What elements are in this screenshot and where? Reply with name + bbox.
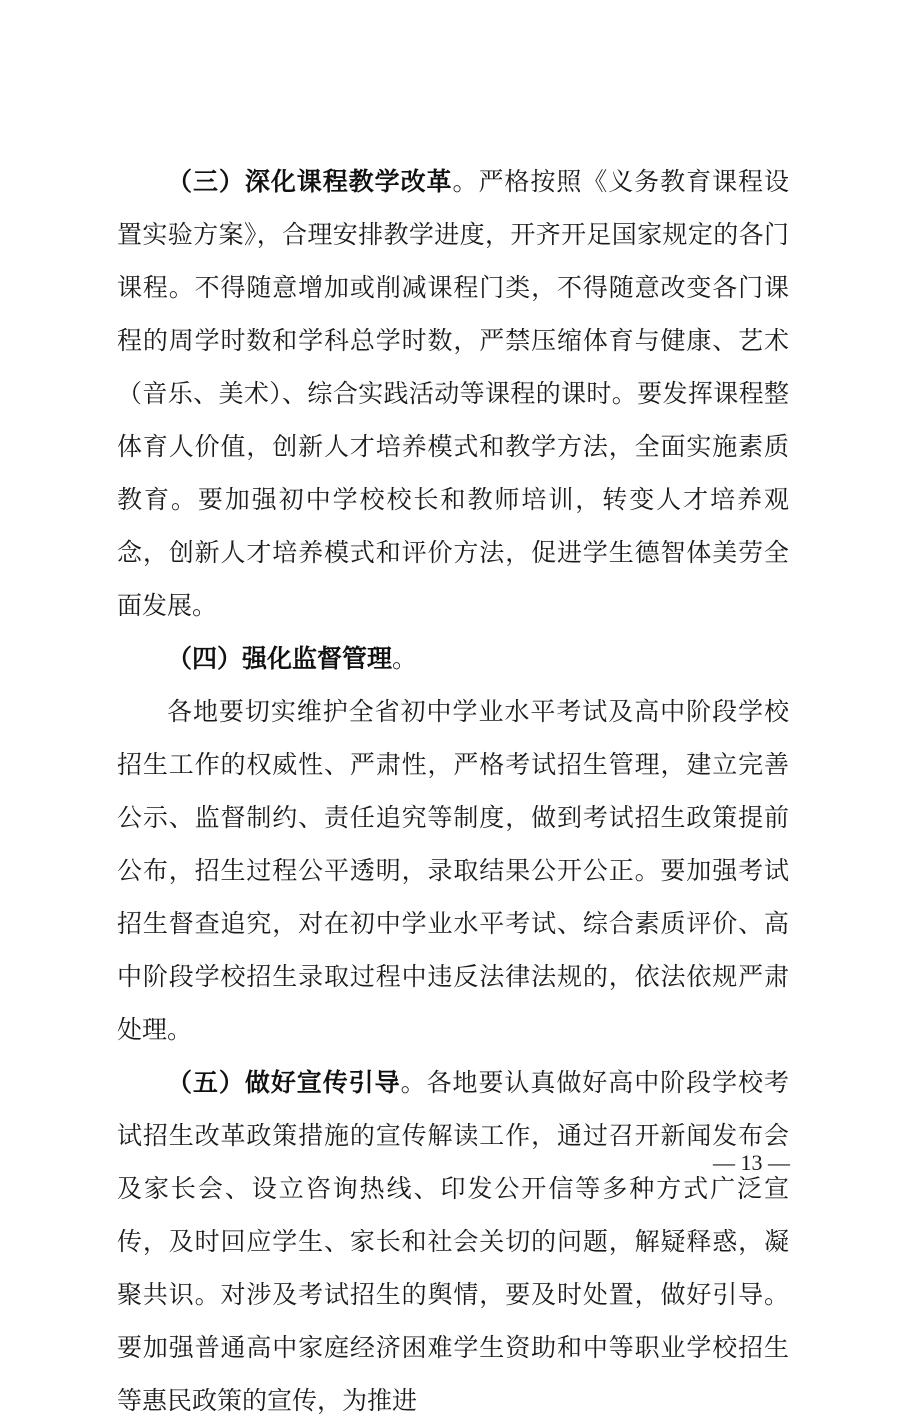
paragraph-supervision-heading	[117, 632, 789, 685]
paragraph-text: 。各地要认真做好高中阶段学校考试招生改革政策措施的宣传解读工作，通过召开新闻发布会及家长会、设立咨询热线、印发公开信等多种方式广泛宣传，及时回应学生、家长和社会关切的问题，解疑释惑，凝聚共识。对涉及考试招生的舆情，要及时处置，做好引导。要加强普通高中家庭经济困难学生资助和中等职业学校招生等惠民政策的宣传，为推进	[117, 1068, 789, 1415]
paragraph-publicity	[117, 1056, 789, 1427]
page-number: — 13 —	[713, 1150, 790, 1175]
section-heading-3: （三）深化课程教学改革	[167, 167, 453, 196]
section-heading-5: （五）做好宣传引导	[167, 1068, 401, 1097]
document-body	[117, 155, 789, 1427]
paragraph-text: 各地要切实维护全省初中学业水平考试及高中阶段学校招生工作的权威性、严肃性，严格考试招生管理，建立完善公示、监督制约、责任追究等制度，做到考试招生政策提前公布，招生过程公平透明，录取结果公开公正。要加强考试招生督查追究，对在初中学业水平考试、综合素质评价、高中阶段学校招生录取过程中违反法律法规的，依法依规严肃处理。	[117, 697, 789, 1044]
section-heading-4: （四）强化监督管理	[167, 644, 393, 673]
paragraph-text: 。	[392, 644, 418, 673]
paragraph-curriculum-reform	[117, 155, 789, 632]
paragraph-text: 。严格按照《义务教育课程设置实验方案》，合理安排教学进度，开齐开足国家规定的各门课程。不得随意增加或削减课程门类，不得随意改变各门课程的周学时数和学科总学时数，严禁压缩体育与健康、艺术（音乐、美术）、综合实践活动等课程的课时。要发挥课程整体育人价值，创新人才培养模式和教学方法，全面实施素质教育。要加强初中学校校长和教师培训，转变人才培养观念，创新人才培养模式和评价方法，促进学生德智体美劳全面发展。	[117, 167, 789, 620]
paragraph-supervision-body	[117, 685, 789, 1056]
